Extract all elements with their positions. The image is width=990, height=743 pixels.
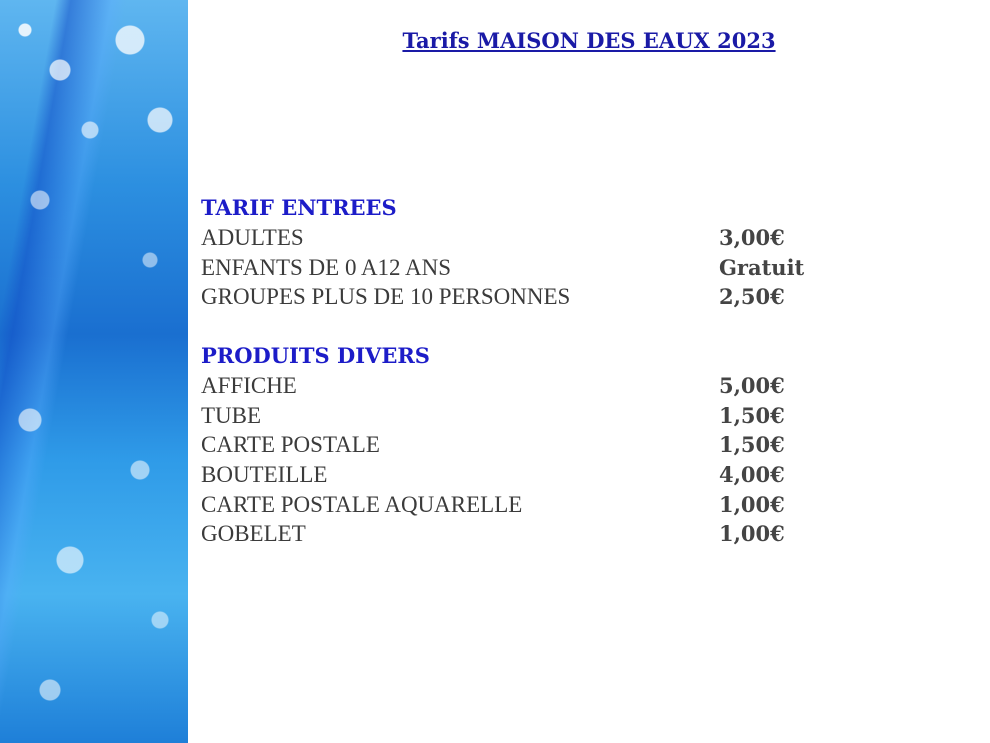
item-price: 3,00€ [719,225,785,250]
item-price: 4,00€ [719,462,785,488]
item-price: 1,50€ [719,402,785,428]
page-title: Tarifs MAISON DES EAUX 2023 [402,28,776,53]
item-price: Gratuit [719,254,805,280]
item-price: 1,00€ [719,491,785,517]
water-glass-image [0,0,188,743]
price-row [201,223,901,253]
item-label: BOUTEILLE [201,462,328,488]
price-row [201,401,901,431]
item-price: 1,50€ [719,432,785,458]
item-label: CARTE POSTALE AQUARELLE [201,491,523,517]
item-price: 1,00€ [719,521,785,547]
price-row [201,282,901,312]
section-produits-divers [201,341,901,549]
item-label: AFFICHE [201,373,297,398]
price-row [201,430,901,460]
price-row [201,371,901,401]
section-tarif-entrees [201,193,901,312]
item-label: ENFANTS DE 0 A12 ANS [201,254,452,280]
item-label: GOBELET [201,521,306,547]
price-row [201,519,901,549]
price-row [201,253,901,283]
item-label: GROUPES PLUS DE 10 PERSONNES [201,284,571,310]
item-price: 2,50€ [719,284,785,310]
price-row [201,490,901,520]
item-label: TUBE [201,402,262,428]
item-label: CARTE POSTALE [201,432,380,458]
item-label: ADULTES [201,225,304,250]
item-price: 5,00€ [719,373,785,398]
price-row [201,460,901,490]
section-heading: TARIF ENTREES [201,195,397,220]
section-heading: PRODUITS DIVERS [201,343,430,368]
